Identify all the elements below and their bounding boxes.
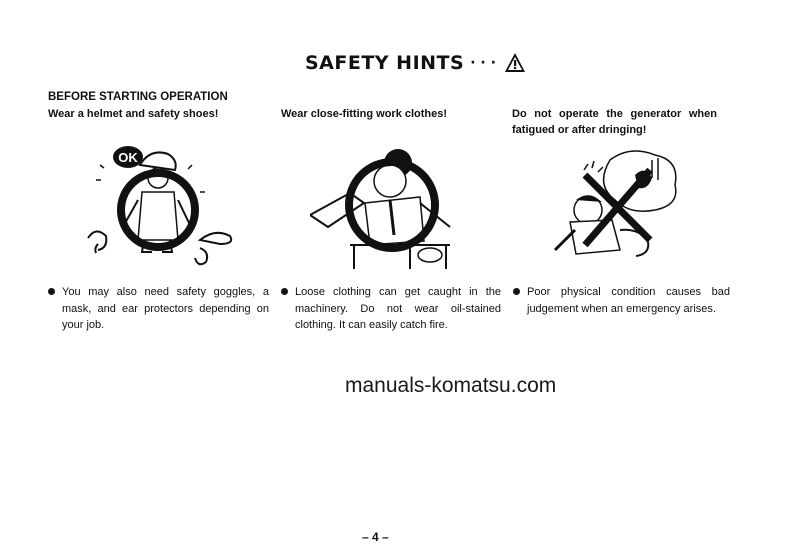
title-dots: · · · — [470, 55, 496, 71]
column-2-bullet-text: Loose clothing can get caught in the machinery. Do not wear oil-stained clothing. It can easily catch fire. — [295, 286, 501, 331]
bullet-dot-icon — [281, 288, 288, 295]
watermark-link[interactable]: manuals-komatsu.com — [345, 374, 557, 397]
column-2-heading: Wear close-fitting work clothes! — [281, 108, 448, 120]
page-number: – 4 – — [362, 530, 389, 544]
helmet-worker-illustration — [80, 140, 250, 275]
fatigued-worker-illustration — [540, 150, 690, 270]
column-3-heading: Do not operate the generator when fatigued or after dringing! — [512, 108, 717, 136]
column-2-bullet — [281, 284, 501, 334]
column-1-bullet — [48, 284, 269, 334]
column-1-heading: Wear a helmet and safety shoes! — [48, 108, 219, 120]
warning-triangle-icon — [504, 52, 526, 74]
ok-badge: OK — [118, 150, 138, 165]
column-3-bullet-text: Poor physical condition causes bad judgement when an emergency arises. — [527, 286, 730, 315]
section-heading: BEFORE STARTING OPERATION — [48, 91, 228, 103]
page-title — [305, 50, 526, 76]
page-title-text: SAFETY HINTS — [305, 52, 465, 74]
work-clothes-illustration — [310, 145, 460, 270]
bullet-dot-icon — [513, 288, 520, 295]
column-3-bullet — [513, 284, 730, 317]
column-1-bullet-text: You may also need safety goggles, a mask, and ear protectors depending on your job. — [62, 286, 269, 331]
bullet-dot-icon — [48, 288, 55, 295]
